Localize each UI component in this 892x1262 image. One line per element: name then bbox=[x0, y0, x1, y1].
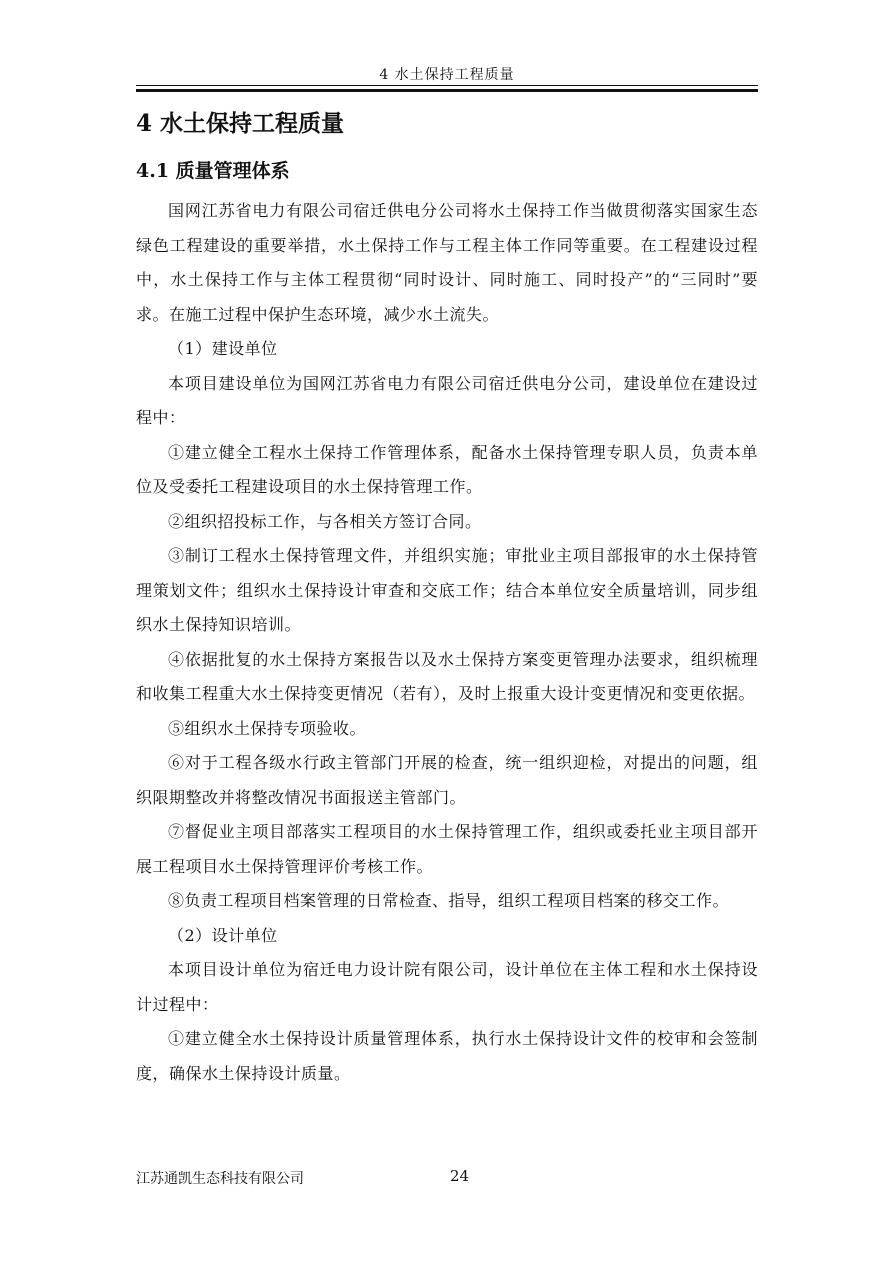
header-rule-thick bbox=[136, 89, 758, 92]
paragraph-intro: 国网江苏省电力有限公司宿迁供电分公司将水土保持工作当做贯彻落实国家生态绿色工程建设的重要举措，水土保持工作与工程主体工作同等重要。在工程建设过程中，水土保持工作与主体工程贯彻“同时设计、同时施工、同时投产”的“三同时”要求。在施工过程中保护生态环境，减少水土流失。 bbox=[136, 201, 758, 324]
list-item: ⑦督促业主项目部落实工程项目的水土保持管理工作，组织或委托业主项目部开展工程项目水土保持管理评价考核工作。 bbox=[136, 822, 758, 876]
list-item: ①建立健全水土保持设计质量管理体系，执行水土保持设计文件的校审和会签制度，确保水土保持设计质量。 bbox=[136, 1029, 758, 1083]
subheading-design-unit: （2）设计单位 bbox=[168, 925, 278, 945]
list-item: ③制订工程水土保持管理文件，并组织实施；审批业主项目部报审的水土保持管理策划文件；组织水土保持设计审查和交底工作；结合本单位安全质量培训，同步组织水土保持知识培训。 bbox=[136, 546, 758, 634]
running-header: 4 水土保持工程质量 bbox=[379, 67, 515, 83]
page-body bbox=[136, 106, 758, 1091]
section-title: 4.1 质量管理体系 bbox=[136, 160, 290, 182]
list-item: ⑥对于工程各级水行政主管部门开展的检查，统一组织迎检，对提出的问题，组织限期整改并将整改情况书面报送主管部门。 bbox=[136, 753, 758, 807]
subheading-construction-unit: （1）建设单位 bbox=[168, 339, 278, 358]
list-item: ④依据批复的水土保持方案报告以及水土保持方案变更管理办法要求，组织梳理和收集工程重大水土保持变更情况（若有），及时上报重大设计变更情况和变更依据。 bbox=[136, 649, 758, 703]
footer-company: 江苏通凯生态科技有限公司 bbox=[136, 1171, 304, 1187]
paragraph-construction-unit: 本项目建设单位为国网江苏省电力有限公司宿迁供电分公司，建设单位在建设过程中： bbox=[136, 373, 758, 427]
list-item: ⑤组织水土保持专项验收。 bbox=[168, 718, 367, 738]
paragraph-design-unit: 本项目设计单位为宿迁电力设计院有限公司，设计单位在主体工程和水土保持设计过程中： bbox=[136, 960, 758, 1014]
header-rule-thin bbox=[136, 85, 758, 86]
page-number: 24 bbox=[450, 1167, 470, 1185]
list-item: ①建立健全工程水土保持工作管理体系，配备水土保持管理专职人员，负责本单位及受委托工程建设项目的水土保持管理工作。 bbox=[136, 442, 758, 496]
chapter-title: 4 水土保持工程质量 bbox=[136, 110, 345, 137]
list-item: ②组织招投标工作，与各相关方签订合同。 bbox=[168, 511, 482, 531]
list-item: ⑧负责工程项目档案管理的日常检查、指导，组织工程项目档案的移交工作。 bbox=[168, 891, 730, 910]
